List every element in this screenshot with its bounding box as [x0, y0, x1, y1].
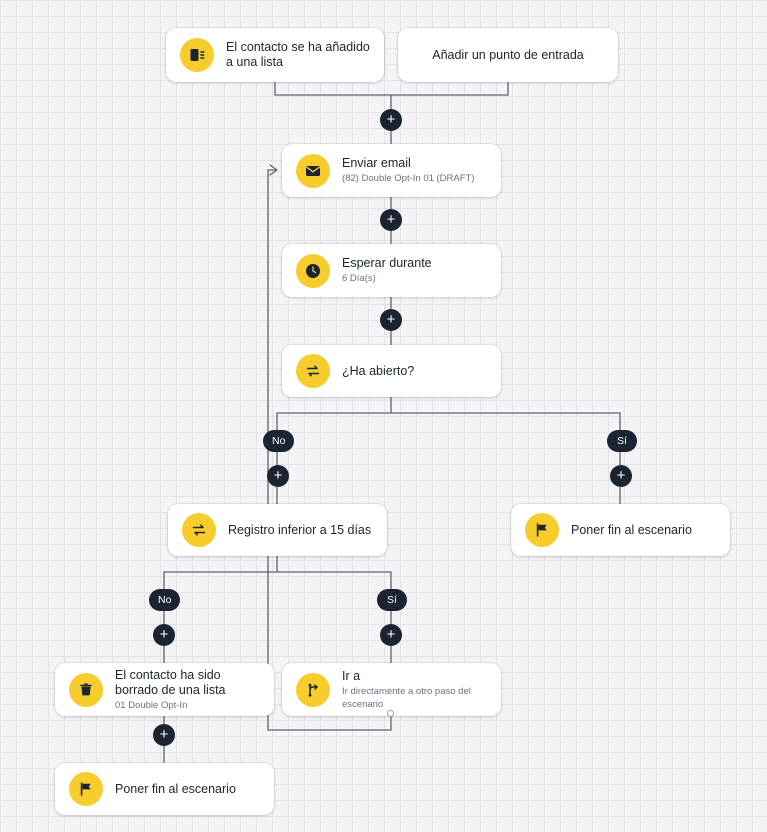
- node-go-to[interactable]: [282, 663, 501, 716]
- node-subtitle: 01 Double Opt-In: [115, 699, 188, 711]
- node-has-opened[interactable]: [282, 345, 501, 397]
- plus-label: +: [159, 626, 169, 643]
- node-add-entry-point[interactable]: [398, 28, 618, 82]
- add-step-button-entry[interactable]: [380, 109, 402, 131]
- node-title: Poner fin al escenario: [571, 522, 692, 537]
- node-end-scenario-bottom[interactable]: [55, 763, 274, 815]
- node-entry-list-added[interactable]: [166, 28, 384, 82]
- goto-anchor-dot: [387, 710, 394, 717]
- flag-icon: [525, 513, 559, 547]
- plus-label: +: [386, 111, 396, 128]
- trash-icon: [69, 673, 103, 707]
- branch-text: Sí: [387, 594, 397, 606]
- node-contact-deleted-from-list[interactable]: [55, 663, 274, 716]
- branch-text: Sí: [617, 435, 627, 447]
- list-add-icon: [180, 38, 214, 72]
- node-title: Esperar durante: [342, 256, 432, 270]
- node-subtitle: Ir directamente a otro paso del escenario: [342, 685, 471, 710]
- plus-label: +: [159, 726, 169, 743]
- branch-label-yes-opened: [607, 430, 637, 452]
- node-send-email[interactable]: [282, 144, 501, 197]
- node-title: ¿Ha abierto?: [342, 363, 415, 378]
- plus-label: +: [386, 211, 396, 228]
- branch-text: No: [158, 594, 172, 606]
- node-title: El contacto ha sido borrado de una lista: [115, 667, 226, 697]
- plus-label: +: [616, 467, 626, 484]
- node-subtitle: (82) Double Opt-In 01 (DRAFT): [342, 173, 475, 184]
- plus-label: +: [386, 311, 396, 328]
- add-step-button-wait[interactable]: [380, 309, 402, 331]
- plus-label: +: [273, 467, 283, 484]
- add-step-button-email[interactable]: [380, 209, 402, 231]
- condition-icon: [296, 354, 330, 388]
- add-step-button-no-opened[interactable]: [267, 465, 289, 487]
- condition-icon: [182, 513, 216, 547]
- add-step-button-yes-opened[interactable]: [610, 465, 632, 487]
- node-subtitle: 6 Día(s): [342, 273, 376, 284]
- branch-label-no-registration: [149, 589, 180, 611]
- goto-icon: [296, 673, 330, 707]
- plus-label: +: [386, 626, 396, 643]
- node-registration-under-15-days[interactable]: [168, 504, 387, 556]
- branch-label-no-opened: [263, 430, 294, 452]
- branch-label-yes-registration: [377, 589, 407, 611]
- branch-text: No: [272, 435, 286, 447]
- node-title: Poner fin al escenario: [115, 781, 236, 796]
- flag-icon: [69, 772, 103, 806]
- node-wait-duration[interactable]: [282, 244, 501, 297]
- node-title: El contacto se ha añadido a una lista: [226, 40, 370, 69]
- add-step-button-no-registration[interactable]: [153, 624, 175, 646]
- node-title: Ir a: [342, 668, 361, 683]
- clock-icon: [296, 254, 330, 288]
- node-title: Registro inferior a 15 días: [228, 522, 372, 537]
- envelope-icon: [296, 154, 330, 188]
- add-step-button-deleted[interactable]: [153, 724, 175, 746]
- node-title: Añadir un punto de entrada: [432, 48, 584, 62]
- add-step-button-yes-registration[interactable]: [380, 624, 402, 646]
- node-end-scenario-right[interactable]: [511, 504, 730, 556]
- node-title: Enviar email: [342, 156, 411, 170]
